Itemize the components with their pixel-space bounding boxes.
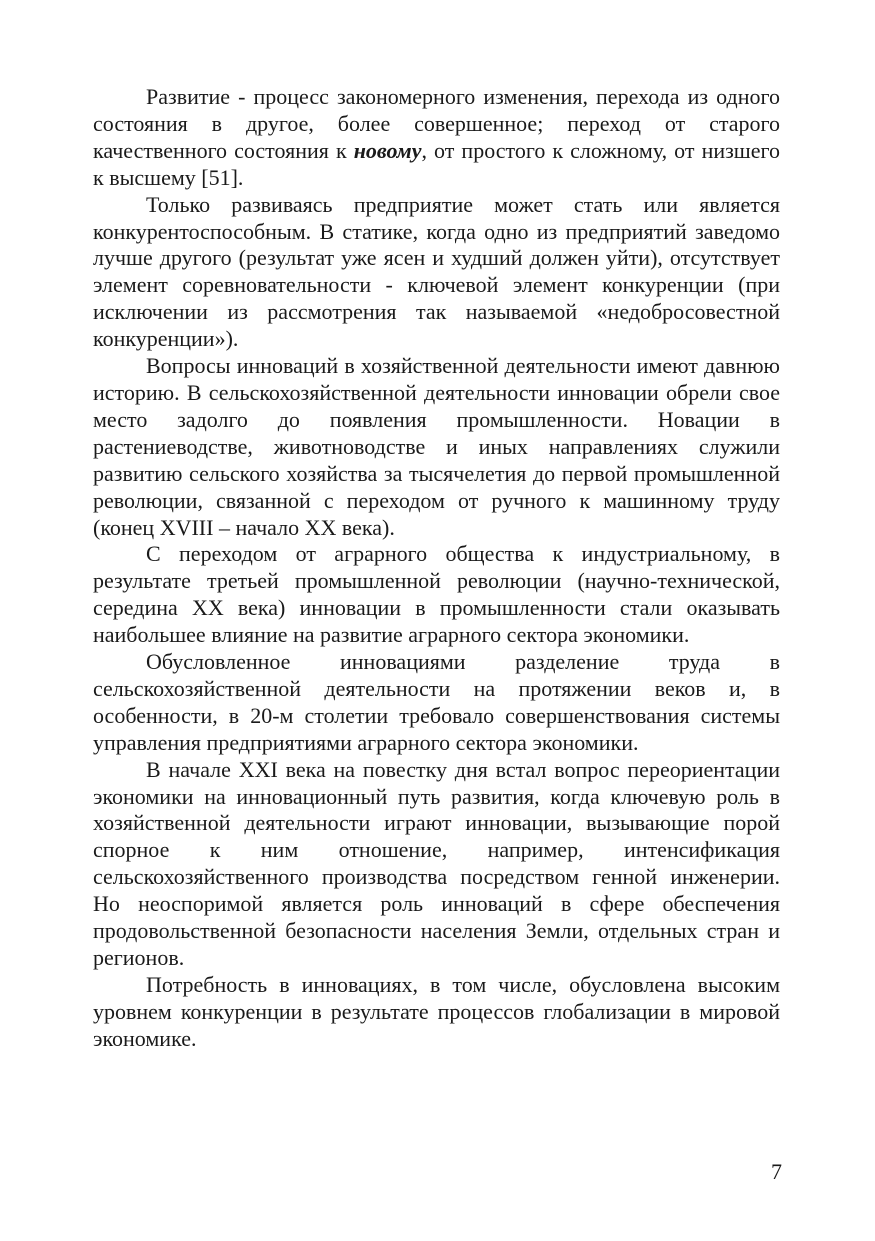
- paragraph-text-before-emphasis: Развитие - процесс закономерного изменения, перехода из одного состояния в другое, более совершенное; переход от старого качественного состояния к: [93, 84, 780, 163]
- paragraph-innovation-history: Вопросы инноваций в хозяйственной деятельности имеют давнюю историю. В сельскохозяйственной деятельности инновации обрели свое место задолго до появления промышленности. Новации в растениеводстве, животноводстве и иных направлениях служили развитию сельского хозяйства за тысячелетия до первой промышленной революции, связанной с переходом от ручного к машинному труду (конец XVIII – начало XX века).: [93, 353, 780, 540]
- paragraph-text-after-emphasis: , от простого к сложному, от низшего к высшему [51].: [93, 137, 780, 190]
- paragraph-division-of-labor: Обусловленное инновациями разделение труда в сельскохозяйственной деятельности на протяжении веков и, в особенности, в 20-м столетии требовало совершенствования системы управления предприятиями аграрного сектора экономики.: [93, 649, 780, 755]
- paragraph-industrial-transition: С переходом от аграрного общества к индустриальному, в результате третьей промышленной революции (научно-технической, середина XX века) инновации в промышленности стали оказывать наибольшее влияние на развитие аграрного сектора экономики.: [93, 541, 780, 648]
- paragraph-development-definition: [93, 84, 780, 192]
- page-number: 7: [771, 1159, 782, 1184]
- paragraph-need-for-innovation: Потребность в инновациях, в том числе, обусловлена высоким уровнем конкуренции в результате процессов глобализации в мировой экономике.: [93, 971, 780, 1051]
- emphasized-word: новому: [353, 137, 422, 163]
- paragraph-competitiveness: Только развиваясь предприятие может стать или является конкурентоспособным. В статике, когда одно из предприятий заведомо лучше другого (результат уже ясен и худший должен уйти), отсутствует элемент соревновательности - ключевой элемент конкуренции (при исключении из рассмотрения так называемой «недобросовестной конкуренции»).: [93, 191, 780, 352]
- paragraph-xxi-century: В начале XXI века на повестку дня встал вопрос переориентации экономики на инновационный путь развития, когда ключевую роль в хозяйственной деятельности играют инновации, вызывающие порой спорное к ним отношение, например, интенсификация сельскохозяйственного производства посредством генной инженерии. Но неоспоримой является роль инноваций в сфере обеспечения продовольственной безопасности населения Земли, отдельных стран и регионов.: [93, 756, 780, 970]
- page-body: [93, 84, 780, 1053]
